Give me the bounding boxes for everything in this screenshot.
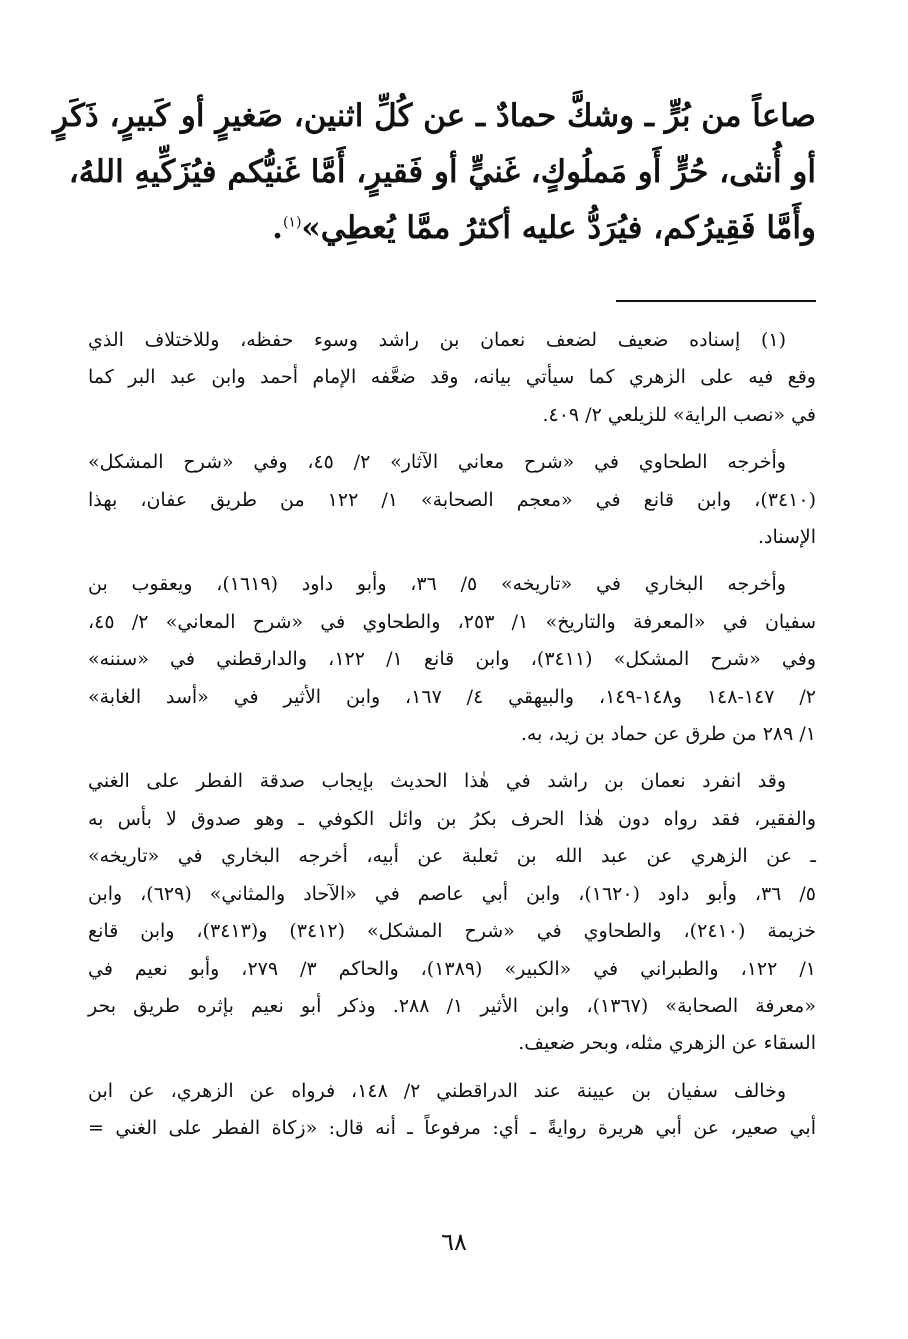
footnote-line: وقد انفرد نعمان بن راشد في هٰذا الحديث بإيجاب صدقة الفطر على الغني <box>88 770 786 793</box>
footnote-paragraph <box>88 444 816 556</box>
footnote-line: خزيمة (٢٤١٠)، والطحاوي في «شرح المشكل» (٣٤١٢) و(٣٤١٣)، وابن قانع <box>88 920 817 943</box>
page-number: ٦٨ <box>441 1228 467 1256</box>
footnote-line: الإسناد. <box>757 526 816 549</box>
footnote-line: (٣٤١٠)، وابن قانع في «معجم الصحابة» ١/ ١٢٢ من طريق عفان، بهذا <box>88 488 816 511</box>
footnote-line: وأخرجه الطحاوي في «شرح معاني الآثار» ٢/ ٤٥، وفي «شرح المشكل» <box>88 451 786 474</box>
main-text-line: صاعاً من بُرٍّ ـ وشكَّ حمادٌ ـ عن كُلِّ اثنين، صَغيرٍ أو كَبيرٍ، ذَكَرٍ <box>53 98 816 134</box>
footnote-line: وخالف سفيان بن عيينة عند الدراقطني ٢/ ١٤٨، فرواه عن الزهري، عن ابن <box>88 1079 786 1102</box>
footnote-line: ـ عن الزهري عن عبد الله بن ثعلبة عن أبيه، أخرجه البخاري في «تاريخه» <box>88 845 816 868</box>
footnote-line: أبي صعير، عن أبي هريرة روايةً ـ أي: مرفوعاً ـ أنه قال: «زكاة الفطر على الغني = <box>88 1117 816 1140</box>
main-text-line <box>88 200 816 256</box>
footnote-line: وقع فيه على الزهري كما سيأتي بيانه، وقد ضعَّفه الإمام أحمد وابن عبد البر كما <box>88 366 816 389</box>
footnote-line: ١/ ٢٨٩ من طرق عن حماد بن زيد، به. <box>520 723 816 746</box>
main-hadith-text <box>53 88 816 256</box>
footnote-line: (١) إسناده ضعيف لضعف نعمان بن راشد وسوء حفظه، وللاختلاف الذي <box>88 329 786 351</box>
footnote-line: ١/ ١٢٢، والطبراني في «الكبير» (١٣٨٩)، والحاكم ٣/ ٢٧٩، وأبو نعيم في <box>88 957 816 980</box>
footnote-line: ٥/ ٣٦، وأبو داود (١٦٢٠)، وابن أبي عاصم في «الآحاد والمثاني» (٦٢٩)، وابن <box>88 882 816 905</box>
main-text-line-content: وأَمَّا فَقِيرُكم، فيُرَدُّ عليه أكثرُ ممَّا يُعطِي» <box>301 210 816 246</box>
footnote-paragraph <box>88 322 816 434</box>
footnotes <box>88 322 816 1158</box>
footnote-separator <box>616 300 816 302</box>
footnote-paragraph <box>88 566 816 753</box>
end-period: . <box>272 210 283 246</box>
footnote-line: ٢/ ١٤٧-١٤٨ و١٤٨-١٤٩، والبيهقي ٤/ ١٦٧، وابن الأثير في «أسد الغابة» <box>88 685 816 708</box>
footnote-paragraph <box>88 763 816 1062</box>
footnote-marker: (١) <box>282 214 302 231</box>
footnote-paragraph <box>88 1073 816 1148</box>
footnote-line: وأخرجه البخاري في «تاريخه» ٥/ ٣٦، وأبو داود (١٦١٩)، ويعقوب بن <box>88 573 786 596</box>
footnote-line: سفيان في «المعرفة والتاريخ» ١/ ٢٥٣، والطحاوي في «شرح المعاني» ٢/ ٤٥، <box>88 610 816 633</box>
footnote-line: وفي «شرح المشكل» (٣٤١١)، وابن قانع ١/ ١٢٢، والدارقطني في «سننه» <box>88 648 816 671</box>
footnote-line: في «نصب الراية» للزيلعي ٢/ ٤٠٩. <box>542 403 816 426</box>
main-text-line: أو أُنثى، حُرٍّ أَو مَملُوكٍ، غَنيٍّ أو فَقيرٍ، أَمَّا غَنيُّكم فيُزَكِّيهِ اللهُ، <box>68 154 816 190</box>
footnote-line: «معرفة الصحابة» (١٣٦٧)، وابن الأثير ١/ ٢٨٨. وذكر أبو نعيم بإثره طريق بحر <box>88 994 816 1017</box>
footnote-line: والفقير، فقد رواه دون هٰذا الحرف بكرُ بن وائل الكوفي ـ وهو صدوق لا بأس به <box>88 807 816 830</box>
footnote-line: السقاء عن الزهري مثله، وبحر ضعيف. <box>518 1032 816 1055</box>
